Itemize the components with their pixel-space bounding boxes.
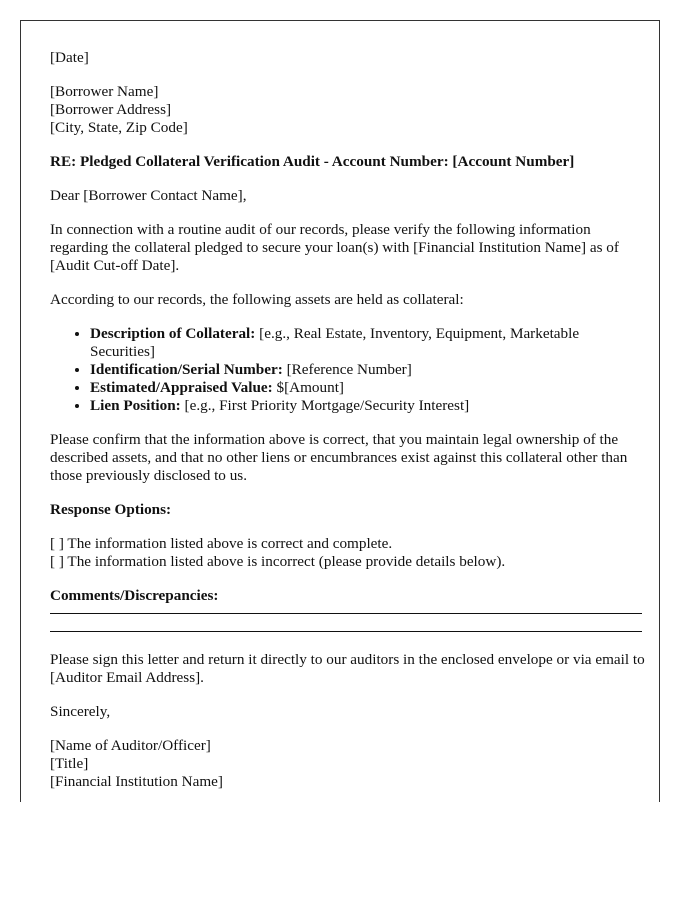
- recipient-name: [Borrower Name]: [50, 83, 159, 100]
- response-option-incorrect: [ ] The information listed above is incorrect (please provide details below).: [50, 553, 506, 570]
- recipient-block: [50, 83, 645, 137]
- signature-block: [50, 737, 645, 791]
- collateral-list: [50, 325, 645, 415]
- collateral-item-description: [90, 325, 645, 361]
- return-instructions: Please sign this letter and return it directly to our auditors in the enclosed envelope or via email to [Auditor Email Address].: [50, 651, 645, 686]
- comments-line-1: [50, 613, 642, 614]
- collateral-item-value-estimate: [90, 379, 645, 397]
- confirm-paragraph: Please confirm that the information above is correct, that you maintain legal ownership of the described assets, and that no other liens or encumbrances exist against this collateral other than those previously disclosed to us.: [50, 431, 628, 484]
- collateral-item-value: $[Amount]: [272, 379, 344, 396]
- recipient-address: [Borrower Address]: [50, 101, 172, 118]
- collateral-item-lien-position: [90, 397, 645, 415]
- records-intro: According to our records, the following assets are held as collateral:: [50, 291, 464, 308]
- recipient-city-state-zip: [City, State, Zip Code]: [50, 119, 188, 136]
- collateral-item-value: [Reference Number]: [282, 361, 412, 378]
- subject-line: RE: Pledged Collateral Verification Audit - Account Number: [Account Number]: [50, 153, 575, 170]
- comments-line-2: [50, 631, 642, 632]
- collateral-item-label: Lien Position:: [90, 397, 181, 414]
- comments-heading: Comments/Discrepancies:: [50, 587, 219, 604]
- response-options-block: [50, 535, 645, 571]
- closing: Sincerely,: [50, 703, 111, 720]
- collateral-item-label: Estimated/Appraised Value:: [90, 379, 273, 396]
- collateral-item-value: [e.g., Real Estate, Inventory, Equipment, Marketable Securities]: [90, 325, 580, 360]
- collateral-item-identification: [90, 361, 645, 379]
- collateral-item-label: Identification/Serial Number:: [90, 361, 283, 378]
- letter-page: [20, 20, 660, 802]
- signature-title: [Title]: [50, 755, 89, 772]
- response-option-correct: [ ] The information listed above is correct and complete.: [50, 535, 393, 552]
- letter-date: [Date]: [50, 49, 89, 66]
- collateral-item-label: Description of Collateral:: [90, 325, 256, 342]
- salutation: Dear [Borrower Contact Name],: [50, 187, 247, 204]
- letter-content: [50, 49, 645, 802]
- intro-paragraph: In connection with a routine audit of our records, please verify the following information regarding the collateral pledged to secure your loan(s) with [Financial Institution Name] as of [Audit Cut-off Date].: [50, 221, 619, 274]
- signature-institution: [Financial Institution Name]: [50, 773, 223, 790]
- response-options-heading: Response Options:: [50, 501, 172, 518]
- collateral-item-value: [e.g., First Priority Mortgage/Security Interest]: [180, 397, 470, 414]
- signature-name: [Name of Auditor/Officer]: [50, 737, 211, 754]
